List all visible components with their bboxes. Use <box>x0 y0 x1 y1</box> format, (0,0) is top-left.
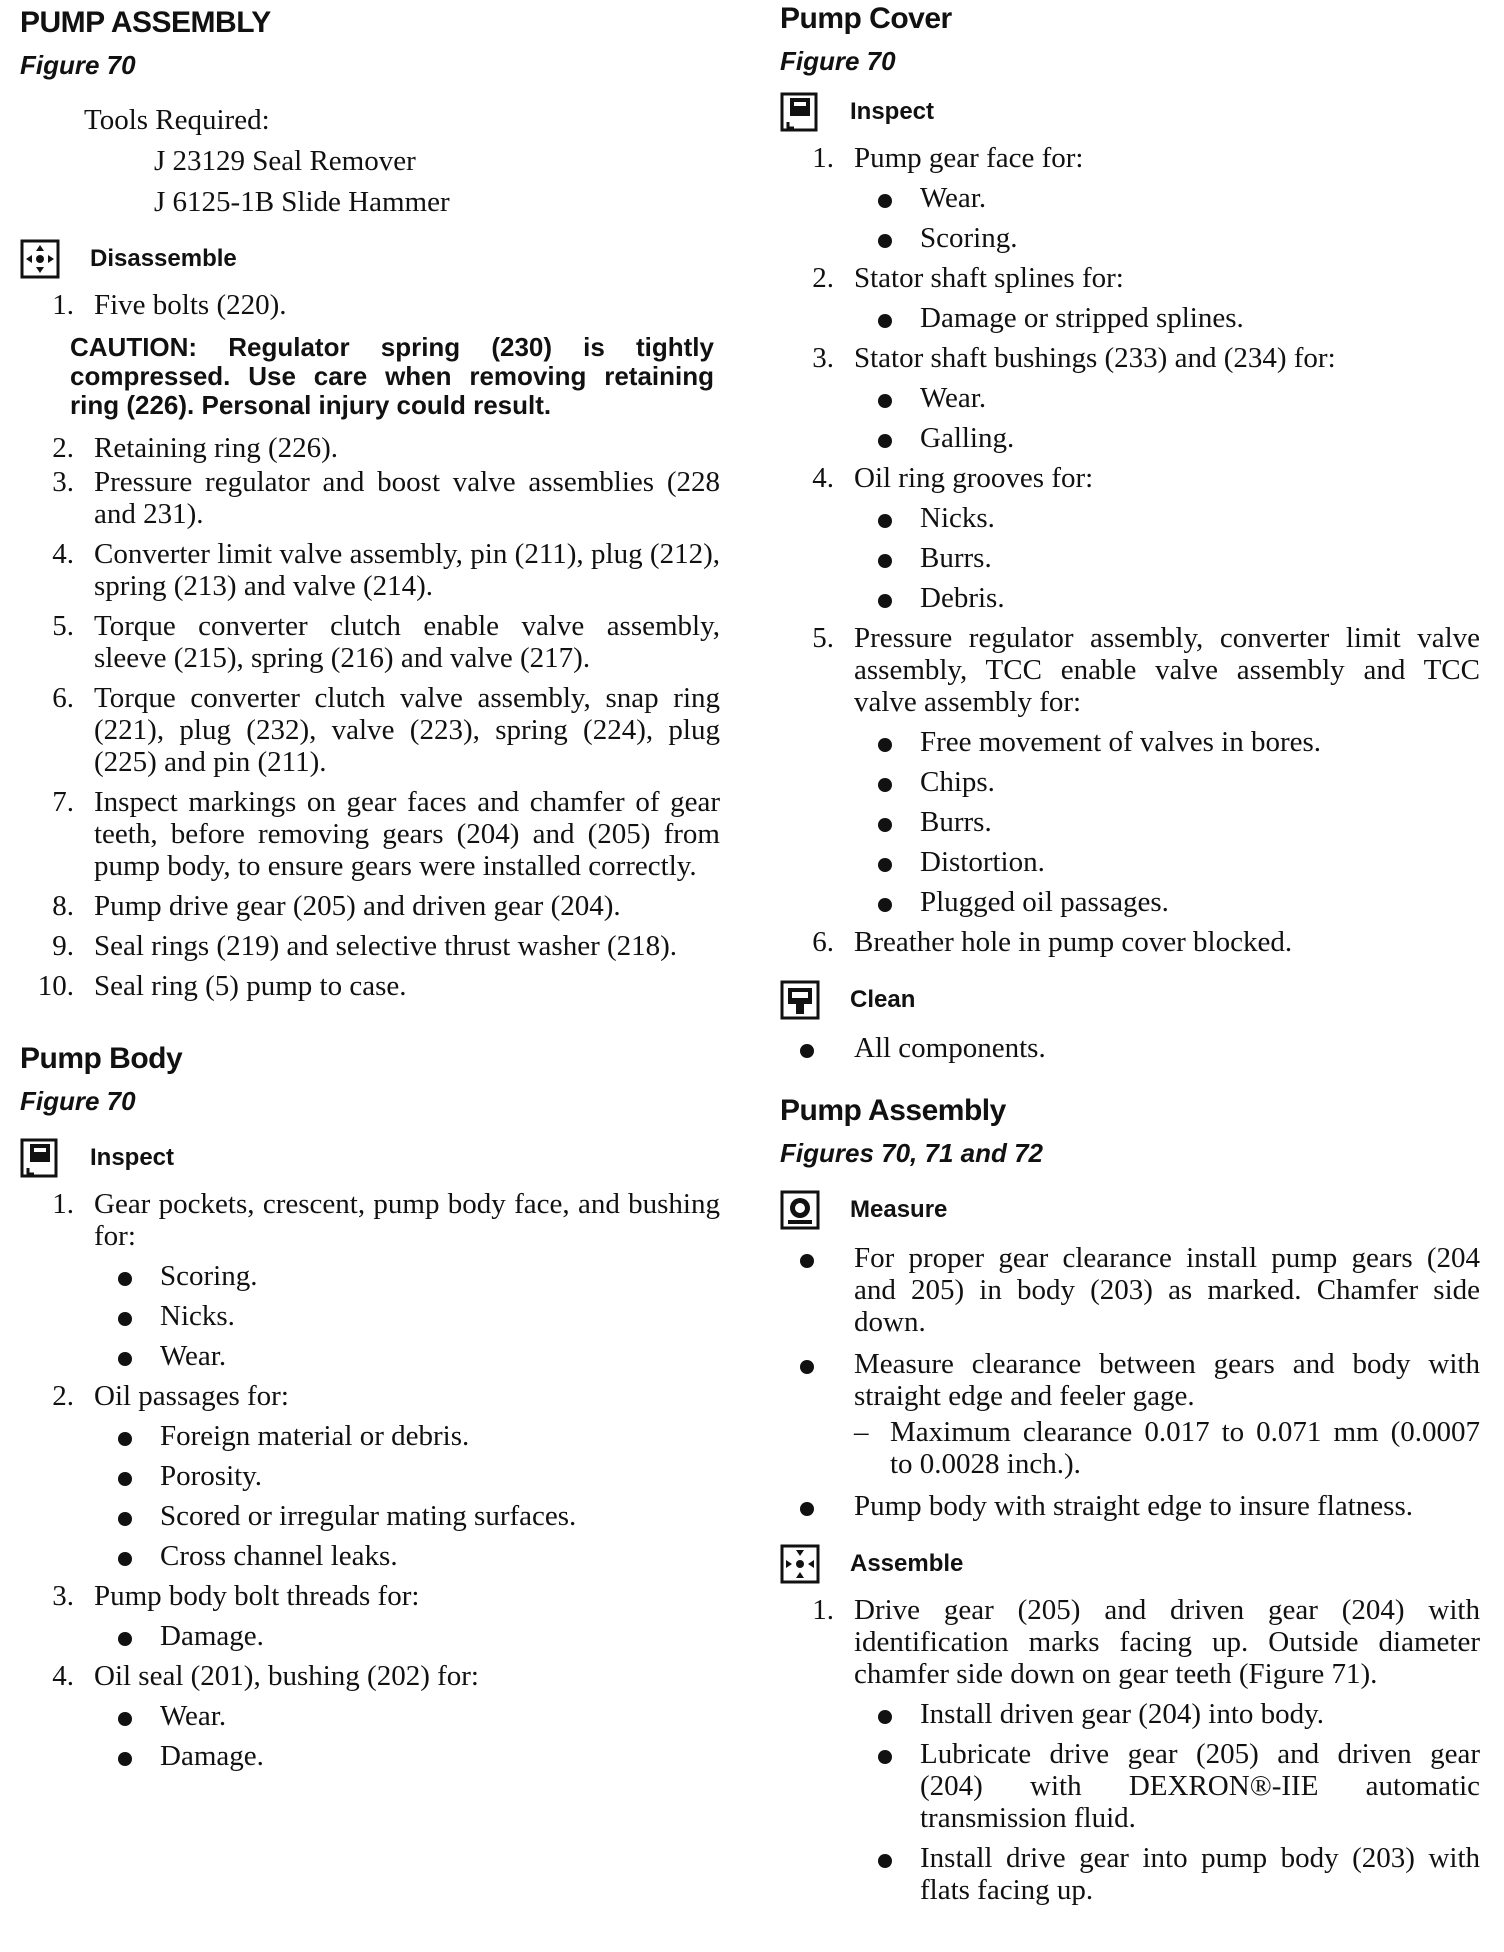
list-item: 4. Converter limit valve assembly, pin (211), plug (212), spring (213) and valve (214). <box>52 538 720 602</box>
tools-heading: Tools Required: <box>84 104 270 136</box>
tool-item: J 23129 Seal Remover <box>154 145 416 177</box>
bullet-item: Nicks. <box>20 1300 720 1332</box>
measure-heading <box>780 1188 1480 1232</box>
disassemble-list-continued <box>20 432 720 1002</box>
disassemble-list <box>20 289 720 321</box>
bullet-item: Free movement of valves in bores. <box>780 726 1480 758</box>
bullet-item: Distortion. <box>780 846 1480 878</box>
bullet-item: Wear. <box>780 382 1480 414</box>
caution-note: CAUTION: Regulator spring (230) is tightly compressed. Use care when removing retaining ring (226). Personal injury could result. <box>70 332 714 420</box>
bullet-item: Install driven gear (204) into body. <box>780 1698 1480 1730</box>
inspect-label: Inspect <box>90 1144 175 1171</box>
list-item: 2. Retaining ring (226). <box>52 432 339 464</box>
bullet-item: Lubricate drive gear (205) and driven gear (204) with DEXRON®-IIE automatic transmission fluid. <box>780 1738 1480 1834</box>
list-item: 6. Breather hole in pump cover blocked. <box>812 926 1293 958</box>
bullet-item: Wear. <box>780 182 1480 214</box>
bullet-item: Install drive gear into pump body (203) with flats facing up. <box>780 1842 1480 1906</box>
measure-list <box>780 1242 1480 1522</box>
inspect-heading <box>20 1136 720 1180</box>
list-item: 1. Gear pockets, crescent, pump body face, and bushing for: <box>52 1188 720 1252</box>
list-item: 6. Torque converter clutch valve assembly, snap ring (221), plug (232), valve (223), spring (224), plug (225) and pin (211). <box>52 682 720 778</box>
disassemble-heading <box>20 237 720 281</box>
bullet-item: Chips. <box>780 766 1480 798</box>
disassemble-icon <box>20 239 60 279</box>
list-item: 1. Five bolts (220). <box>52 289 287 321</box>
section-title-pump-assembly: PUMP ASSEMBLY <box>20 6 271 39</box>
bullet-item: Damage. <box>20 1620 720 1652</box>
list-item: 4. Oil seal (201), bushing (202) for: <box>52 1660 479 1692</box>
inspect-icon <box>780 92 820 132</box>
bullet-item: For proper gear clearance install pump gears (204 and 205) in body (203) as marked. Chamfer side down. <box>780 1242 1480 1338</box>
bullet-item: Galling. <box>780 422 1480 454</box>
list-item: 5. Pressure regulator assembly, converter limit valve assembly, TCC enable valve assembly and TCC valve assembly for: <box>812 622 1480 718</box>
clean-icon <box>780 980 820 1020</box>
list-item: 2. Oil passages for: <box>52 1380 289 1412</box>
measure-label: Measure <box>850 1196 948 1223</box>
bullet-item: Foreign material or debris. <box>20 1420 720 1452</box>
bullet-item: Nicks. <box>780 502 1480 534</box>
measure-icon <box>780 1190 820 1230</box>
right-column <box>780 0 1480 1906</box>
figure-ref: Figure 70 <box>20 1086 136 1116</box>
clean-label: Clean <box>850 986 916 1013</box>
inspect-icon <box>20 1138 60 1178</box>
bullet-item: Damage. <box>20 1740 720 1772</box>
assemble-list <box>780 1594 1480 1906</box>
list-item: 2. Stator shaft splines for: <box>812 262 1124 294</box>
list-item: 7. Inspect markings on gear faces and chamfer of gear teeth, before removing gears (204) and (205) from pump body, to ensure gears were installed correctly. <box>52 786 720 882</box>
bullet-item: Cross channel leaks. <box>20 1540 720 1572</box>
figure-ref: Figure 70 <box>780 46 896 76</box>
dash-item: – Maximum clearance 0.017 to 0.071 mm (0.0007 to 0.0028 inch.). <box>854 1416 1480 1480</box>
inspect-list <box>780 142 1480 958</box>
bullet-item: Scoring. <box>780 222 1480 254</box>
section-title-pump-assembly-2: Pump Assembly <box>780 1094 1006 1127</box>
list-item: 1. Pump gear face for: <box>812 142 1084 174</box>
tools-required <box>20 100 720 223</box>
list-item: 10. Seal ring (5) pump to case. <box>37 970 407 1002</box>
clean-list <box>780 1032 1480 1064</box>
bullet-item: Burrs. <box>780 806 1480 838</box>
section-title-pump-body: Pump Body <box>20 1042 183 1075</box>
tool-item: J 6125-1B Slide Hammer <box>154 186 450 218</box>
left-column <box>20 0 720 1772</box>
inspect-label: Inspect <box>850 98 935 125</box>
figure-ref: Figures 70, 71 and 72 <box>780 1138 1044 1168</box>
section-title-pump-cover: Pump Cover <box>780 2 952 35</box>
list-item: 3. Pump body bolt threads for: <box>52 1580 420 1612</box>
list-item: 3. Stator shaft bushings (233) and (234) for: <box>812 342 1336 374</box>
assemble-heading <box>780 1542 1480 1586</box>
figure-ref: Figure 70 <box>20 50 136 80</box>
inspect-list <box>20 1188 720 1772</box>
bullet-item: Pump body with straight edge to insure flatness. <box>780 1490 1480 1522</box>
list-item: 8. Pump drive gear (205) and driven gear (204). <box>52 890 621 922</box>
bullet-item: All components. <box>780 1032 1480 1064</box>
assemble-icon <box>780 1544 820 1584</box>
bullet-item: Measure clearance between gears and body with straight edge and feeler gage. <box>780 1348 1480 1412</box>
inspect-heading <box>780 90 1480 134</box>
bullet-item: Plugged oil passages. <box>780 886 1480 918</box>
bullet-item: Debris. <box>780 582 1480 614</box>
bullet-item: Wear. <box>20 1340 720 1372</box>
list-item: 4. Oil ring grooves for: <box>812 462 1094 494</box>
list-item: 1. Drive gear (205) and driven gear (204) with identification marks facing up. Outside diameter chamfer side down on gear teeth (Figure 71). <box>812 1594 1480 1690</box>
bullet-item: Scored or irregular mating surfaces. <box>20 1500 720 1532</box>
list-item: 9. Seal rings (219) and selective thrust washer (218). <box>52 930 678 962</box>
list-item: 5. Torque converter clutch enable valve assembly, sleeve (215), spring (216) and valve (217). <box>52 610 720 674</box>
list-item: 3. Pressure regulator and boost valve assemblies (228 and 231). <box>52 466 720 530</box>
clean-heading <box>780 978 1480 1022</box>
disassemble-label: Disassemble <box>90 245 237 272</box>
bullet-item: Wear. <box>20 1700 720 1732</box>
bullet-item: Damage or stripped splines. <box>780 302 1480 334</box>
bullet-item: Porosity. <box>20 1460 720 1492</box>
bullet-item: Burrs. <box>780 542 1480 574</box>
assemble-label: Assemble <box>850 1550 964 1577</box>
bullet-item: Scoring. <box>20 1260 720 1292</box>
